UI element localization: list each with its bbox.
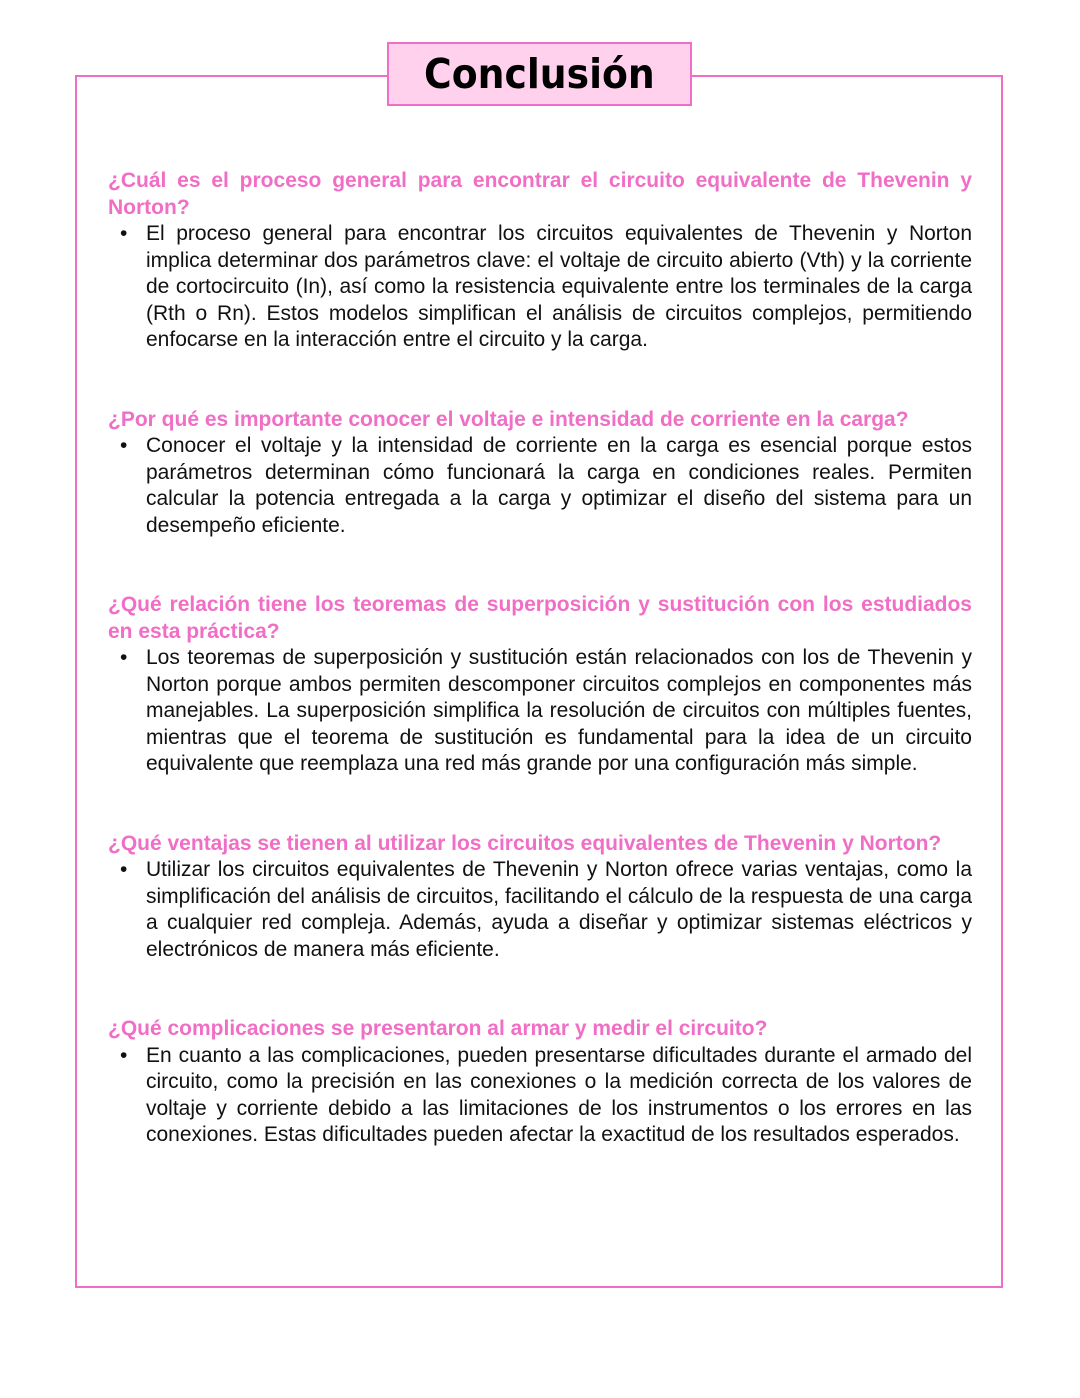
bullet-dot-icon: •	[120, 858, 128, 881]
section-spacer	[108, 963, 972, 1016]
list-item	[108, 433, 972, 539]
bullet-dot-icon: •	[120, 434, 128, 457]
conclusion-content	[108, 168, 972, 1149]
question-heading: ¿Qué relación tiene los teoremas de superposición y sustitución con los estudiados en esta práctica?	[108, 593, 972, 643]
list-item	[108, 1043, 972, 1149]
page-title: Conclusión	[424, 50, 655, 98]
qa-section-1	[108, 168, 972, 354]
answer-list	[108, 857, 972, 963]
qa-section-2	[108, 407, 972, 540]
list-item	[108, 645, 972, 778]
answer-list	[108, 645, 972, 778]
answer-list	[108, 433, 972, 539]
bullet-dot-icon: •	[120, 222, 128, 245]
bullet-dot-icon: •	[120, 1043, 128, 1067]
answer-text: Los teoremas de superposición y sustitución están relacionados con los de Thevenin y Norton porque ambos permiten descomponer circuitos complejos en componentes más manejables. La superposición simplifica la resolución de circuitos con múltiples fuentes, mientras que el teorema de sustitución es fundamental para la idea de un circuito equivalente que reemplaza una red más grande por una configuración más simple.	[146, 646, 972, 775]
answer-text: Utilizar los circuitos equivalentes de Thevenin y Norton ofrece varias ventajas, como la simplificación del análisis de circuitos, facilitando el cálculo de la respuesta de una carga a cualquier red compleja. Además, ayuda a diseñar y optimizar sistemas eléctricos y electrónicos de manera más eficiente.	[146, 858, 972, 961]
question-heading: ¿Cuál es el proceso general para encontrar el circuito equivalente de Thevenin y Norton?	[108, 169, 972, 219]
section-spacer	[108, 539, 972, 592]
bullet-dot-icon: •	[120, 646, 128, 669]
title-box	[387, 42, 692, 106]
question-heading: ¿Por qué es importante conocer el voltaje e intensidad de corriente en la carga?	[108, 407, 909, 431]
answer-text: El proceso general para encontrar los circuitos equivalentes de Thevenin y Norton implica determinar dos parámetros clave: el voltaje de circuito abierto (Vth) y la corriente de cortocircuito (In), así como la resistencia equivalente entre los terminales de la carga (Rth o Rn). Estos modelos simplifican el análisis de circuitos complejos, permitiendo enfocarse en la interacción entre el circuito y la carga.	[146, 222, 972, 351]
answer-text: En cuanto a las complicaciones, pueden presentarse dificultades durante el armado del circuito, como la precisión en las conexiones o la medición correcta de los valores de voltaje y corriente debido a las limitaciones de los instrumentos o los errores en las conexiones. Estas dificultades pueden afectar la exactitud de los resultados esperados.	[146, 1043, 972, 1146]
question-heading: ¿Qué ventajas se tienen al utilizar los circuitos equivalentes de Thevenin y Norton?	[108, 831, 942, 855]
list-item	[108, 857, 972, 963]
answer-text: Conocer el voltaje y la intensidad de corriente en la carga es esencial porque estos parámetros determinan cómo funcionará la carga en condiciones reales. Permiten calcular la potencia entregada a la carga y optimizar el diseño del sistema para un desempeño eficiente.	[146, 434, 972, 537]
qa-section-5	[108, 1016, 972, 1149]
section-spacer	[108, 354, 972, 407]
section-spacer	[108, 778, 972, 831]
qa-section-3	[108, 592, 972, 778]
qa-section-4	[108, 831, 972, 964]
answer-list	[108, 1043, 972, 1149]
list-item	[108, 221, 972, 354]
question-heading: ¿Qué complicaciones se presentaron al armar y medir el circuito?	[108, 1017, 768, 1040]
answer-list	[108, 221, 972, 354]
